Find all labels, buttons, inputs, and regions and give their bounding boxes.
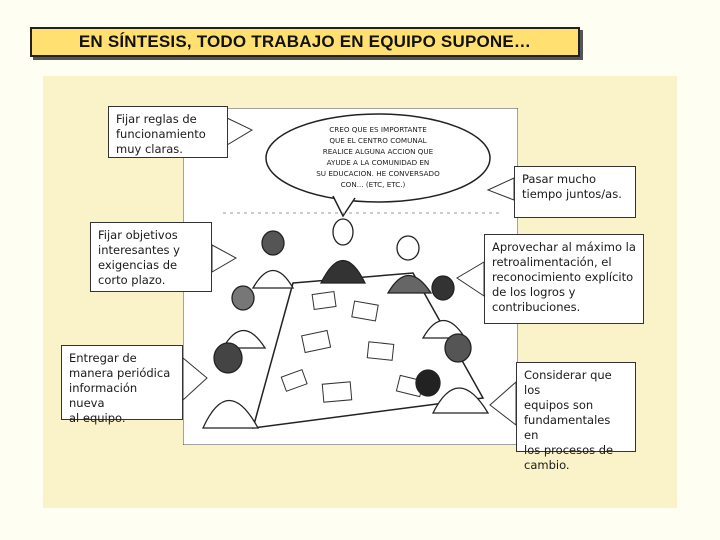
- callout-rules: Fijar reglas de funcionamiento muy claras.: [108, 106, 228, 158]
- callout-information: Entregar de manera periódica información nueva al equipo.: [61, 345, 183, 420]
- speech-line-5: SU EDUCACION. HE CONVERSADO: [316, 169, 440, 178]
- callout-time-together: Pasar mucho tiempo juntos/as.: [514, 166, 636, 218]
- callout-teams: Considerar que los equipos son fundamentales en los procesos de cambio.: [516, 362, 636, 452]
- speech-line-2: QUE EL CENTRO COMUNAL: [329, 136, 427, 145]
- speech-line-4: AYUDE A LA COMUNIDAD EN: [326, 158, 430, 167]
- speech-line-3: REALICE ALGUNA ACCION QUE: [322, 147, 434, 156]
- speech-line-1: CREO QUE ES IMPORTANTE: [329, 125, 427, 134]
- slide-title: EN SÍNTESIS, TODO TRABAJO EN EQUIPO SUPONE…: [30, 27, 580, 57]
- speech-line-6: CON... (ETC, ETC.): [340, 180, 406, 189]
- meeting-cartoon: [183, 108, 518, 445]
- callout-feedback: Aprovechar al máximo la retroalimentación, el reconocimiento explícito de los logros y contribuciones.: [484, 234, 644, 324]
- callout-objectives: Fijar objetivos interesantes y exigencias de corto plazo.: [90, 222, 212, 292]
